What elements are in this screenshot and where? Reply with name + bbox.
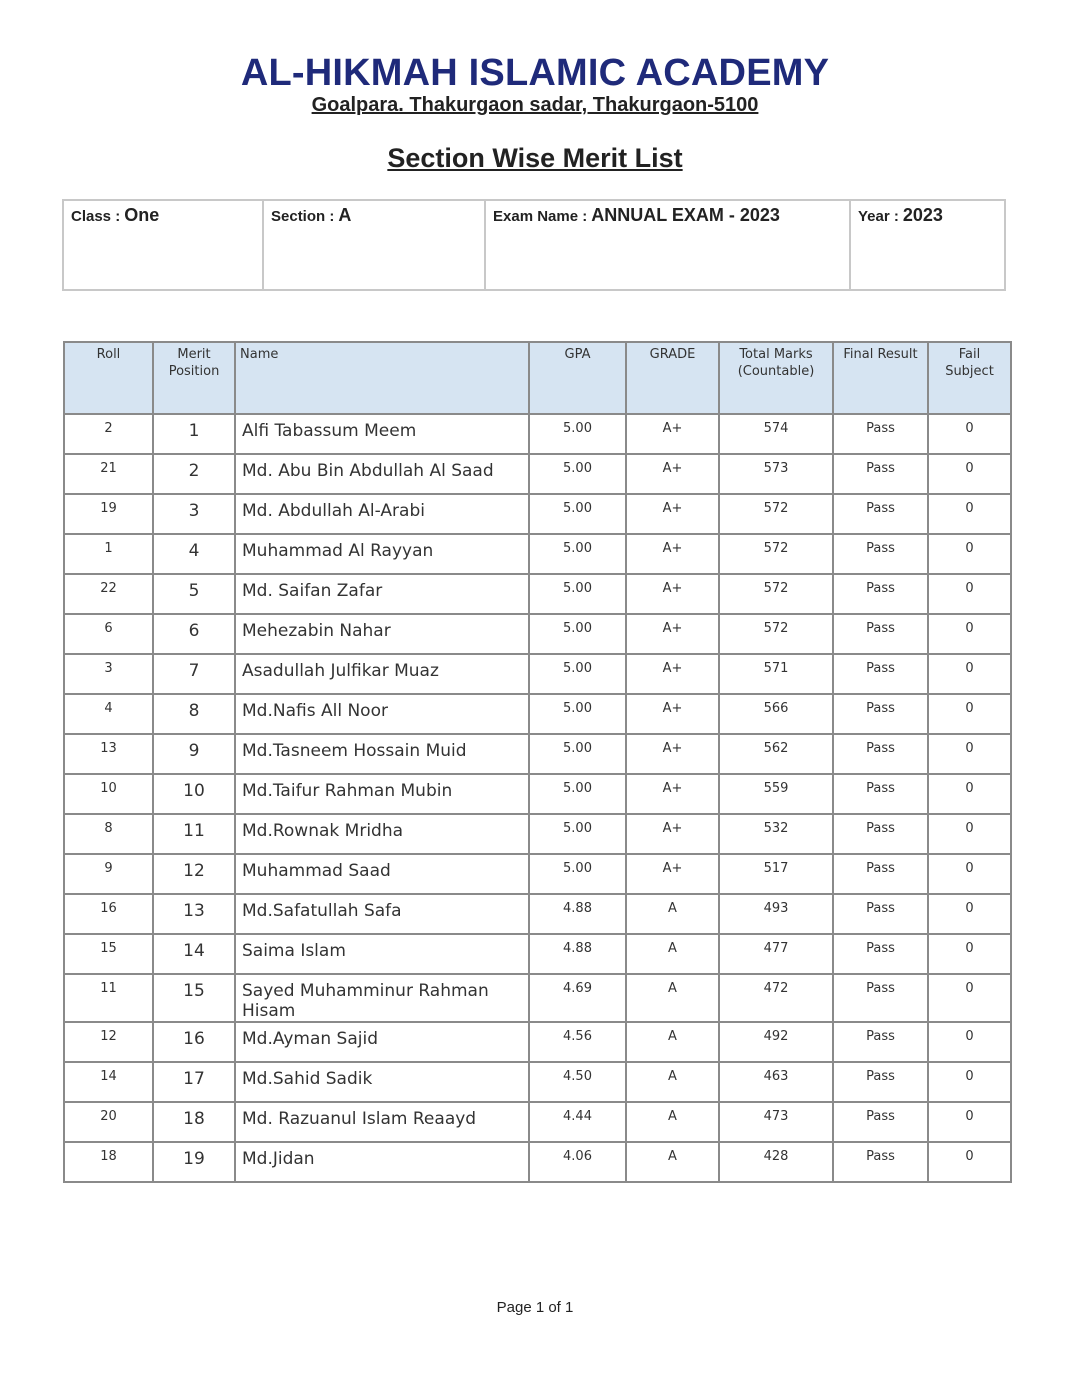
cell-name: Md.Tasneem Hossain Muid (235, 734, 529, 774)
cell-gpa: 5.00 (529, 814, 626, 854)
cell-grade: A (626, 934, 719, 974)
cell-total-marks: 571 (719, 654, 833, 694)
cell-gpa: 5.00 (529, 574, 626, 614)
year-info (851, 201, 1004, 289)
cell-fail-subject: 0 (928, 814, 1011, 854)
cell-name: Alfi Tabassum Meem (235, 414, 529, 454)
header-merit-position: Merit Position (153, 342, 235, 414)
cell-final-result: Pass (833, 1102, 928, 1142)
cell-roll: 16 (64, 894, 153, 934)
cell-roll: 1 (64, 534, 153, 574)
cell-final-result: Pass (833, 1022, 928, 1062)
cell-gpa: 5.00 (529, 694, 626, 734)
cell-final-result: Pass (833, 934, 928, 974)
header-roll: Roll (64, 342, 153, 414)
cell-merit-position: 14 (153, 934, 235, 974)
cell-merit-position: 15 (153, 974, 235, 1022)
cell-roll: 13 (64, 734, 153, 774)
cell-gpa: 4.06 (529, 1142, 626, 1182)
table-row (64, 1062, 1011, 1102)
cell-merit-position: 9 (153, 734, 235, 774)
cell-name: Md.Rownak Mridha (235, 814, 529, 854)
cell-merit-position: 8 (153, 694, 235, 734)
cell-roll: 4 (64, 694, 153, 734)
cell-total-marks: 572 (719, 614, 833, 654)
cell-gpa: 4.50 (529, 1062, 626, 1102)
cell-merit-position: 4 (153, 534, 235, 574)
cell-merit-position: 10 (153, 774, 235, 814)
cell-roll: 12 (64, 1022, 153, 1062)
cell-roll: 6 (64, 614, 153, 654)
cell-final-result: Pass (833, 1142, 928, 1182)
document-title: Section Wise Merit List (387, 143, 683, 173)
cell-final-result: Pass (833, 694, 928, 734)
header-final-result: Final Result (833, 342, 928, 414)
cell-fail-subject: 0 (928, 614, 1011, 654)
cell-grade: A (626, 1102, 719, 1142)
cell-merit-position: 13 (153, 894, 235, 934)
cell-fail-subject: 0 (928, 974, 1011, 1022)
cell-name: Md.Taifur Rahman Mubin (235, 774, 529, 814)
cell-gpa: 4.88 (529, 894, 626, 934)
section-value: A (338, 205, 352, 225)
school-name: AL-HIKMAH ISLAMIC ACADEMY (240, 52, 830, 94)
cell-fail-subject: 0 (928, 1142, 1011, 1182)
table-row (64, 894, 1011, 934)
cell-merit-position: 3 (153, 494, 235, 534)
cell-gpa: 5.00 (529, 654, 626, 694)
cell-roll: 18 (64, 1142, 153, 1182)
cell-grade: A+ (626, 774, 719, 814)
table-row (64, 1102, 1011, 1142)
cell-gpa: 5.00 (529, 454, 626, 494)
cell-merit-position: 18 (153, 1102, 235, 1142)
cell-roll: 14 (64, 1062, 153, 1102)
cell-grade: A+ (626, 654, 719, 694)
table-row (64, 494, 1011, 534)
school-address: Goalpara. Thakurgaon sadar, Thakurgaon-5100 (311, 94, 759, 116)
table-row (64, 774, 1011, 814)
cell-grade: A+ (626, 574, 719, 614)
cell-fail-subject: 0 (928, 694, 1011, 734)
table-header-row (64, 342, 1011, 414)
table-row (64, 534, 1011, 574)
cell-merit-position: 2 (153, 454, 235, 494)
exam-value: ANNUAL EXAM - 2023 (591, 205, 780, 225)
cell-total-marks: 559 (719, 774, 833, 814)
table-row (64, 814, 1011, 854)
cell-roll: 19 (64, 494, 153, 534)
cell-final-result: Pass (833, 894, 928, 934)
cell-name: Md. Razuanul Islam Reaayd (235, 1102, 529, 1142)
cell-roll: 21 (64, 454, 153, 494)
class-label: Class : (71, 208, 121, 225)
cell-name: Md.Jidan (235, 1142, 529, 1182)
cell-total-marks: 492 (719, 1022, 833, 1062)
cell-fail-subject: 0 (928, 454, 1011, 494)
cell-final-result: Pass (833, 654, 928, 694)
cell-total-marks: 566 (719, 694, 833, 734)
cell-name: Saima Islam (235, 934, 529, 974)
merit-table (63, 341, 1012, 1183)
cell-grade: A+ (626, 814, 719, 854)
cell-fail-subject: 0 (928, 494, 1011, 534)
table-row (64, 454, 1011, 494)
cell-gpa: 5.00 (529, 774, 626, 814)
table-row (64, 614, 1011, 654)
table-row (64, 1142, 1011, 1182)
cell-merit-position: 1 (153, 414, 235, 454)
exam-info-box (62, 199, 1006, 291)
cell-total-marks: 472 (719, 974, 833, 1022)
cell-total-marks: 473 (719, 1102, 833, 1142)
cell-roll: 3 (64, 654, 153, 694)
cell-final-result: Pass (833, 854, 928, 894)
cell-fail-subject: 0 (928, 774, 1011, 814)
header-grade: GRADE (626, 342, 719, 414)
cell-fail-subject: 0 (928, 894, 1011, 934)
cell-name: Muhammad Al Rayyan (235, 534, 529, 574)
cell-grade: A (626, 1142, 719, 1182)
cell-total-marks: 463 (719, 1062, 833, 1102)
cell-name: Md.Safatullah Safa (235, 894, 529, 934)
cell-total-marks: 572 (719, 534, 833, 574)
header-gpa: GPA (529, 342, 626, 414)
cell-name: Md. Abdullah Al-Arabi (235, 494, 529, 534)
cell-final-result: Pass (833, 454, 928, 494)
class-value: One (124, 205, 160, 225)
cell-final-result: Pass (833, 774, 928, 814)
cell-final-result: Pass (833, 494, 928, 534)
cell-gpa: 5.00 (529, 414, 626, 454)
cell-total-marks: 428 (719, 1142, 833, 1182)
cell-grade: A+ (626, 414, 719, 454)
header-name: Name (235, 342, 529, 414)
cell-gpa: 5.00 (529, 734, 626, 774)
cell-total-marks: 562 (719, 734, 833, 774)
cell-roll: 11 (64, 974, 153, 1022)
class-info (64, 201, 264, 289)
cell-merit-position: 7 (153, 654, 235, 694)
cell-final-result: Pass (833, 734, 928, 774)
table-row (64, 934, 1011, 974)
table-row (64, 414, 1011, 454)
cell-fail-subject: 0 (928, 854, 1011, 894)
page-number: Page 1 of 1 (496, 1299, 574, 1316)
cell-name: Mehezabin Nahar (235, 614, 529, 654)
exam-label: Exam Name : (493, 208, 588, 225)
cell-grade: A (626, 894, 719, 934)
cell-grade: A (626, 974, 719, 1022)
cell-fail-subject: 0 (928, 534, 1011, 574)
cell-name: Md. Saifan Zafar (235, 574, 529, 614)
section-label: Section : (271, 208, 335, 225)
cell-fail-subject: 0 (928, 1102, 1011, 1142)
cell-roll: 8 (64, 814, 153, 854)
cell-gpa: 5.00 (529, 614, 626, 654)
cell-fail-subject: 0 (928, 654, 1011, 694)
cell-name: Asadullah Julfikar Muaz (235, 654, 529, 694)
cell-name: Md.Sahid Sadik (235, 1062, 529, 1102)
cell-merit-position: 5 (153, 574, 235, 614)
cell-total-marks: 532 (719, 814, 833, 854)
cell-roll: 10 (64, 774, 153, 814)
table-row (64, 854, 1011, 894)
cell-roll: 22 (64, 574, 153, 614)
cell-name: Muhammad Saad (235, 854, 529, 894)
cell-gpa: 5.00 (529, 854, 626, 894)
cell-fail-subject: 0 (928, 734, 1011, 774)
cell-grade: A (626, 1062, 719, 1102)
header-fail-subject: Fail Subject (928, 342, 1011, 414)
cell-name: Sayed Muhamminur Rahman Hisam (235, 974, 529, 1022)
table-row (64, 734, 1011, 774)
cell-merit-position: 11 (153, 814, 235, 854)
cell-total-marks: 572 (719, 494, 833, 534)
cell-total-marks: 573 (719, 454, 833, 494)
cell-total-marks: 572 (719, 574, 833, 614)
cell-fail-subject: 0 (928, 934, 1011, 974)
cell-name: Md. Abu Bin Abdullah Al Saad (235, 454, 529, 494)
cell-grade: A+ (626, 734, 719, 774)
cell-final-result: Pass (833, 534, 928, 574)
table-row (64, 974, 1011, 1022)
cell-grade: A+ (626, 494, 719, 534)
cell-roll: 2 (64, 414, 153, 454)
cell-total-marks: 517 (719, 854, 833, 894)
cell-roll: 15 (64, 934, 153, 974)
cell-merit-position: 16 (153, 1022, 235, 1062)
header-total-marks: Total Marks (Countable) (719, 342, 833, 414)
cell-final-result: Pass (833, 974, 928, 1022)
cell-final-result: Pass (833, 1062, 928, 1102)
cell-grade: A+ (626, 614, 719, 654)
cell-merit-position: 12 (153, 854, 235, 894)
cell-total-marks: 493 (719, 894, 833, 934)
cell-gpa: 4.44 (529, 1102, 626, 1142)
cell-name: Md.Ayman Sajid (235, 1022, 529, 1062)
cell-final-result: Pass (833, 414, 928, 454)
cell-grade: A+ (626, 454, 719, 494)
cell-grade: A+ (626, 534, 719, 574)
cell-fail-subject: 0 (928, 1022, 1011, 1062)
cell-merit-position: 19 (153, 1142, 235, 1182)
cell-gpa: 4.56 (529, 1022, 626, 1062)
cell-grade: A+ (626, 694, 719, 734)
cell-fail-subject: 0 (928, 1062, 1011, 1102)
cell-name: Md.Nafis All Noor (235, 694, 529, 734)
cell-grade: A+ (626, 854, 719, 894)
cell-roll: 9 (64, 854, 153, 894)
year-value: 2023 (902, 205, 943, 225)
cell-gpa: 5.00 (529, 494, 626, 534)
cell-final-result: Pass (833, 814, 928, 854)
cell-merit-position: 6 (153, 614, 235, 654)
cell-gpa: 4.88 (529, 934, 626, 974)
table-row (64, 1022, 1011, 1062)
cell-gpa: 5.00 (529, 534, 626, 574)
cell-total-marks: 477 (719, 934, 833, 974)
exam-info (486, 201, 851, 289)
cell-total-marks: 574 (719, 414, 833, 454)
cell-merit-position: 17 (153, 1062, 235, 1102)
section-info (264, 201, 486, 289)
table-row (64, 654, 1011, 694)
table-row (64, 694, 1011, 734)
cell-gpa: 4.69 (529, 974, 626, 1022)
cell-roll: 20 (64, 1102, 153, 1142)
cell-fail-subject: 0 (928, 574, 1011, 614)
cell-final-result: Pass (833, 614, 928, 654)
cell-fail-subject: 0 (928, 414, 1011, 454)
table-row (64, 574, 1011, 614)
cell-grade: A (626, 1022, 719, 1062)
year-label: Year : (858, 208, 899, 225)
cell-final-result: Pass (833, 574, 928, 614)
